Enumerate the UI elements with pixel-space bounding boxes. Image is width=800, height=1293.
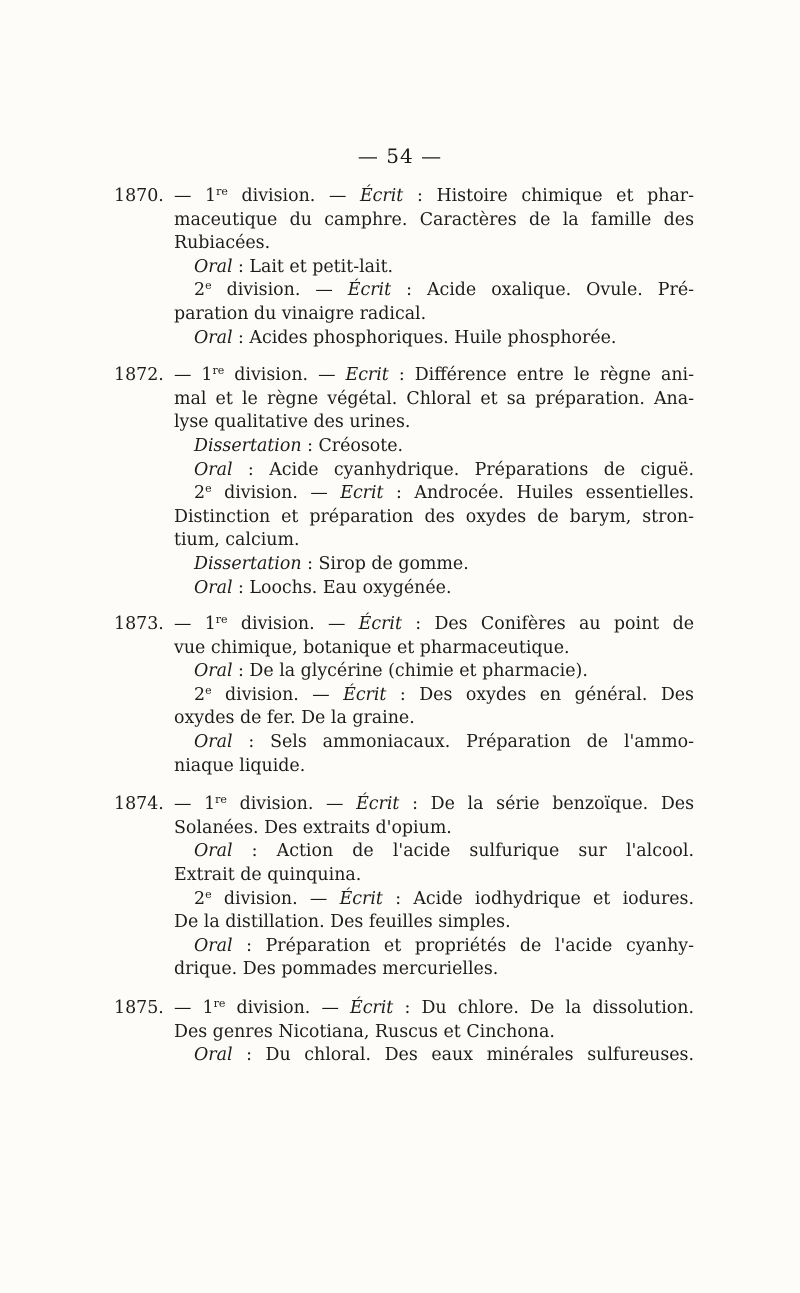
entry-line: Solanées. Des extraits d'opium. bbox=[174, 817, 452, 838]
section-label: Écrit bbox=[350, 998, 394, 1018]
section-label: Oral bbox=[194, 935, 233, 956]
section-label: Oral bbox=[194, 327, 233, 348]
section-label: Ecrit bbox=[340, 483, 384, 504]
entry-line: 2e division. — Écrit : Acide oxalique. Ovule. Pré- bbox=[194, 279, 694, 301]
entry-line: Distinction et préparation des oxydes de barym, stron- bbox=[174, 506, 694, 527]
page-number: — 54 — bbox=[357, 144, 443, 168]
year-label: 1875. bbox=[114, 998, 164, 1018]
entry-line: Des genres Nicotiana, Ruscus et Cinchona. bbox=[174, 1021, 555, 1042]
entry-line: Rubiacées. bbox=[174, 233, 271, 254]
entry-line: Dissertation : Sirop de gomme. bbox=[194, 553, 469, 574]
section-label: Écrit bbox=[359, 186, 404, 206]
entry-line: 1870. — 1re division. — Écrit : Histoire chimique et phar- bbox=[114, 185, 694, 209]
entry-line: 1873. — 1re division. — Écrit : Des Conifères au point de bbox=[114, 613, 694, 637]
year-entry-1870 bbox=[114, 185, 694, 350]
entry-line: tium, calcium. bbox=[174, 530, 300, 551]
section-label: Oral bbox=[194, 459, 233, 480]
section-label: Oral bbox=[194, 577, 233, 598]
year-label: 1874. bbox=[114, 794, 164, 815]
section-label: Ecrit bbox=[345, 365, 389, 386]
year-label: 1873. bbox=[114, 614, 164, 635]
section-label: Oral bbox=[194, 841, 233, 862]
year-label: 1872. bbox=[114, 365, 164, 386]
entry-line: Dissertation : Créosote. bbox=[194, 435, 404, 456]
entry-line: De la distillation. Des feuilles simples. bbox=[174, 912, 511, 933]
section-label: Écrit bbox=[347, 280, 392, 301]
entry-line: drique. Des pommades mercurielles. bbox=[174, 959, 499, 980]
year-entry-1875 bbox=[114, 997, 694, 1068]
section-label: Écrit bbox=[339, 888, 383, 909]
section-label: Dissertation bbox=[194, 435, 302, 456]
entry-line: 1875. — 1re division. — Écrit : Du chlore. De la dissolution. bbox=[114, 997, 694, 1021]
entry-line: niaque liquide. bbox=[174, 755, 306, 776]
section-label: Oral bbox=[194, 732, 233, 753]
entry-line: maceutique du camphre. Caractères de la famille des bbox=[174, 209, 694, 230]
entry-line: Extrait de quinquina. bbox=[174, 865, 362, 886]
section-label: Écrit bbox=[356, 794, 400, 815]
entry-line: Oral : Action de l'acide sulfurique sur l'alcool. bbox=[194, 841, 694, 862]
section-label: Oral bbox=[194, 661, 233, 682]
section-label: Dissertation bbox=[194, 553, 302, 574]
entry-line: Oral : Sels ammoniacaux. Préparation de l'ammo- bbox=[194, 732, 694, 753]
entry-line: Oral : Lait et petit-lait. bbox=[194, 256, 394, 277]
year-entry-1873 bbox=[114, 613, 694, 778]
entry-line: Oral : Loochs. Eau oxygénée. bbox=[194, 577, 452, 598]
section-label: Écrit bbox=[358, 614, 402, 635]
entry-line: mal et le règne végétal. Chloral et sa préparation. Ana- bbox=[174, 388, 694, 409]
year-entry-1874 bbox=[114, 793, 694, 982]
entry-line: 1872. — 1re division. — Ecrit : Différence entre le règne ani- bbox=[114, 364, 694, 388]
year-label: 1870. bbox=[114, 186, 164, 206]
entry-line: vue chimique, botanique et pharmaceutique. bbox=[174, 637, 570, 658]
section-label: Oral bbox=[194, 256, 233, 277]
year-entry-1872 bbox=[114, 364, 694, 600]
entry-line: paration du vinaigre radical. bbox=[174, 303, 427, 324]
section-label: Oral bbox=[194, 1045, 233, 1066]
entry-line: Oral : De la glycérine (chimie et pharmacie). bbox=[194, 661, 588, 682]
entry-line: Oral : Préparation et propriétés de l'acide cyanhy- bbox=[194, 935, 694, 956]
entry-line: Oral : Acides phosphoriques. Huile phosphorée. bbox=[194, 327, 617, 348]
entry-line: lyse qualitative des urines. bbox=[174, 412, 411, 433]
entry-line: 2e division. — Écrit : Des oxydes en général. Des bbox=[194, 683, 694, 705]
entry-line: 2e division. — Écrit : Acide iodhydrique et iodures. bbox=[194, 887, 694, 909]
entry-line: Oral : Du chloral. Des eaux minérales sulfureuses. bbox=[194, 1045, 694, 1066]
entry-line: 1874. — 1re division. — Écrit : De la série benzoïque. Des bbox=[114, 793, 694, 817]
entry-line: Oral : Acide cyanhydrique. Préparations de ciguë. bbox=[194, 459, 694, 480]
exam-list bbox=[114, 185, 694, 1082]
entry-line: 2e division. — Ecrit : Androcée. Huiles essentielles. bbox=[194, 482, 694, 504]
entry-line: oxydes de fer. De la graine. bbox=[174, 708, 415, 729]
section-label: Écrit bbox=[343, 684, 387, 705]
